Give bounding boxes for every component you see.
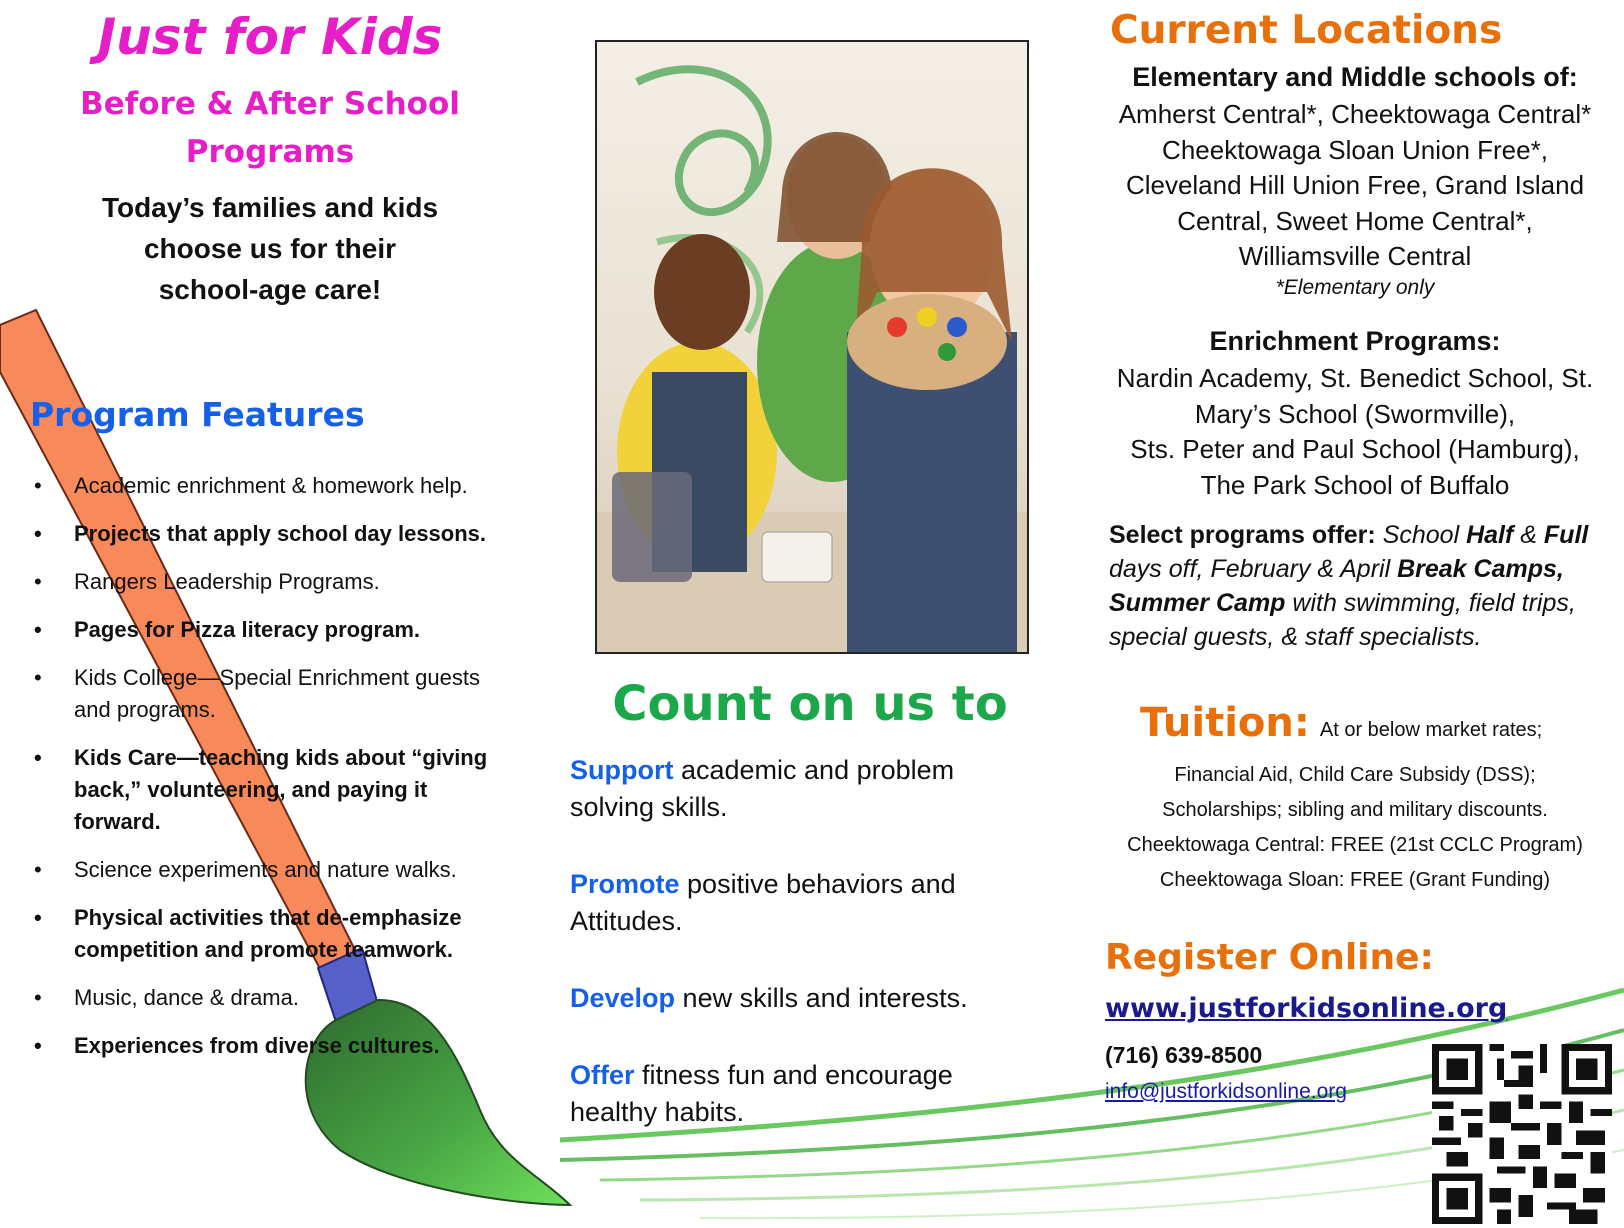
enrichment-line: Mary’s School (Swormville),: [1194, 398, 1516, 429]
tagline-line: Today’s families and kids: [101, 192, 439, 223]
locations-heading: Current Locations: [1110, 8, 1503, 53]
subtitle-line: Before & After School: [80, 86, 460, 122]
feature-item: • Physical activities that de-emphasize competition and promote teamwork.: [0, 902, 540, 966]
offer-item: [570, 980, 1030, 1017]
select-text: days off, February & April: [1109, 555, 1398, 583]
feature-item: • Projects that apply school day lessons.: [0, 518, 540, 550]
schools-heading: Elementary and Middle schools of:: [1132, 62, 1578, 92]
offer-text: academic and problem solving skills.: [570, 755, 955, 822]
page-title: Just for Kids: [97, 8, 443, 66]
offer-item: [570, 866, 1030, 940]
count-on-us-heading: Count on us to: [612, 676, 1008, 732]
schools-list: [1090, 97, 1620, 275]
offer-text: fitness fun and encourage healthy habits.: [570, 1060, 953, 1127]
offer-verb: Develop: [570, 983, 676, 1013]
select-text: &: [1513, 521, 1544, 549]
offer-text: new skills and interests.: [675, 983, 968, 1013]
select-text: School: [1375, 521, 1467, 549]
kids-painting-illustration-icon: [597, 42, 1027, 652]
feature-item: • Kids College—Special Enrichment guests and programs.: [0, 662, 540, 726]
feature-item: • Kids Care—teaching kids about “giving back,” volunteering, and paying it forward.: [0, 742, 540, 838]
tagline-line: choose us for their: [143, 233, 397, 264]
tuition-details: [1100, 758, 1610, 898]
school-line: Central, Sweet Home Central*,: [1177, 205, 1533, 236]
feature-item: • Pages for Pizza literacy program.: [0, 614, 540, 646]
school-line: Amherst Central*, Cheektowaga Central*: [1118, 99, 1592, 129]
phone-number: (716) 639-8500: [1105, 1042, 1263, 1068]
feature-item: • Rangers Leadership Programs.: [0, 566, 540, 598]
qr-code-icon[interactable]: [1432, 1044, 1612, 1224]
tuition-line: Scholarships; sibling and military discounts.: [1162, 799, 1548, 821]
tagline: [60, 187, 480, 310]
tuition-line: Cheektowaga Central: FREE (21st CCLC Program): [1127, 834, 1583, 856]
feature-item: • Academic enrichment & homework help.: [0, 470, 540, 502]
select-break-camps: Break Camps,: [1397, 555, 1564, 583]
select-label: Select programs offer:: [1109, 521, 1376, 549]
select-text: with swimming, field trips, special guests, & staff specialists.: [1109, 589, 1576, 651]
enrichment-line: Nardin Academy, St. Benedict School, St.: [1116, 363, 1594, 393]
school-line: Williamsville Central: [1238, 241, 1472, 271]
kids-painting-photo: [595, 40, 1029, 654]
offer-text: positive behaviors and Attitudes.: [570, 869, 956, 936]
register-heading: Register Online:: [1105, 937, 1434, 978]
select-programs: [1109, 518, 1609, 654]
feature-item: • Science experiments and nature walks.: [0, 854, 540, 886]
enrichment-line: The Park School of Buffalo: [1200, 469, 1510, 500]
tuition-line: Cheektowaga Sloan: FREE (Grant Funding): [1159, 869, 1551, 891]
enrichment-line: Sts. Peter and Paul School (Hamburg),: [1130, 434, 1580, 464]
enrichment-list: [1090, 361, 1620, 503]
offer-item: [570, 1057, 1030, 1131]
select-half: Half: [1466, 521, 1514, 549]
tuition-line: Financial Aid, Child Care Subsidy (DSS);: [1174, 764, 1536, 786]
features-list: [0, 470, 540, 1078]
select-full: Full: [1543, 521, 1589, 549]
offer-item: [570, 752, 1030, 826]
offer-verb: Promote: [570, 869, 680, 899]
website-link[interactable]: www.justforkidsonline.org: [1105, 993, 1508, 1024]
features-heading: Program Features: [30, 395, 365, 434]
offer-verb: Offer: [570, 1060, 635, 1090]
tagline-line: school-age care!: [158, 274, 382, 305]
elementary-note: *Elementary only: [1275, 276, 1435, 299]
tuition-row: [1140, 700, 1620, 746]
enrichment-heading: Enrichment Programs:: [1209, 326, 1501, 356]
offer-verb: Support: [570, 755, 674, 785]
school-line: Cheektowaga Sloan Union Free*,: [1162, 134, 1548, 165]
tuition-rate: At or below market rates;: [1319, 719, 1543, 741]
subtitle-line: Programs: [185, 134, 355, 170]
email-link[interactable]: info@justforkidsonline.org: [1105, 1080, 1347, 1103]
school-line: Cleveland Hill Union Free, Grand Island: [1125, 170, 1585, 200]
tuition-heading: Tuition:: [1140, 700, 1310, 746]
feature-item: • Experiences from diverse cultures.: [0, 1030, 540, 1062]
feature-item: • Music, dance & drama.: [0, 982, 540, 1014]
select-summer-camp: Summer Camp: [1109, 589, 1286, 617]
subtitle: [40, 80, 500, 176]
